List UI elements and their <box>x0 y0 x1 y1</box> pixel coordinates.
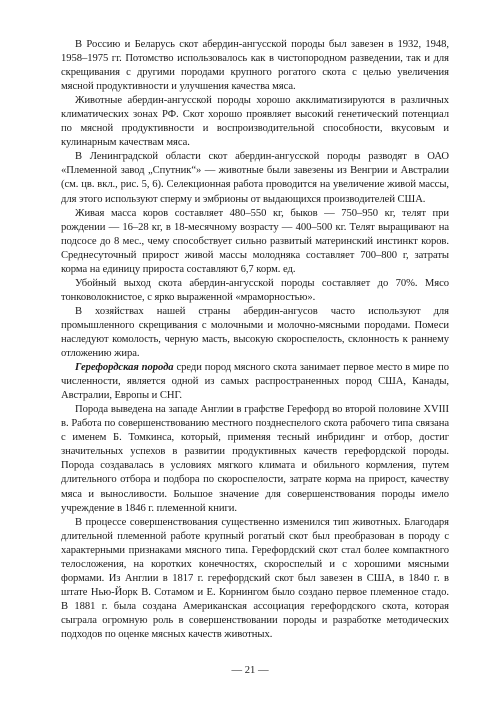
paragraph-angus-leningrad: В Ленинградской области скот абердин-ангусской породы разводят в ОАО «Племенной завод „Спутник“» — животные были завезены из Венгрии и Австралии (см. цв. вкл., рис. 5, 6). Селекционная работа проводится на увеличение живой массы, для этого используют сперму и эмбрионы от выдающихся производителей США. <box>61 151 449 205</box>
paragraph-angus-import: В Россию и Беларусь скот абердин-ангусской породы был завезен в 1932, 1948, 1958–1975 гг. Потомство использовалось как в чистопородном разведении, так и для скрещивания с другими породами крупного рогатого скота с целью увеличения мясной продуктивности и улучшения качества мяса. <box>61 39 449 93</box>
page-number: — 21 — <box>231 665 269 676</box>
paragraph-hereford-intro <box>61 361 449 403</box>
hereford-breed-term: Герефордская порода <box>75 362 174 374</box>
page-body <box>61 38 449 642</box>
paragraph-angus-live-weight: Живая масса коров составляет 480–550 кг, быков — 750–950 кг, телят при рождении — 16–28 кг, в 18-месячному возрасту — 400–500 кг. Телят выращивают на подсосе до 8 мес., чему способствует сильно развитый материнский инстинкт коров. Среднесуточный прирост живой массы молодняка составляет 700–800 г, затраты корма на единицу прироста составляют 6,7 корм. ед. <box>61 207 449 275</box>
paragraph-hereford-improvement: В процессе совершенствования существенно изменился тип животных. Благодаря длительной племенной работе крупный рогатый скот был преобразован в породу с характерными признаками мясного типа. Герефордский скот стал более компактного телосложения, на коротких конечностях, скороспелый и с хорошими мясными формами. Из Англии в 1817 г. герефордский скот был завезен в США, в 1840 г. в штате Нью-Йорк В. Сотамом и Е. Корнингом было создано первое племенное стадо. В 1881 г. была создана Американская ассоциация герефордского скота, которая сыграла огромную роль в совершенствовании породы и разработке методических подходов по оценке мясных качеств животных. <box>61 516 449 640</box>
paragraph-angus-acclimatization: Животные абердин-ангусской породы хорошо акклиматизируются в различных климатических зонах РФ. Скот хорошо проявляет высокий генетический потенциал по мясной продуктивности и воспроизводительной способности, вкусовым и кулинарным качествам мяса. <box>61 95 449 149</box>
hereford-intro-text: среди пород мясного скота занимает первое место в мире по численности, является одной из самых распространенных пород США, Канады, Австралии, Европы и СНГ. <box>61 362 449 402</box>
paragraph-hereford-origin: Порода выведена на западе Англии в графстве Герефорд во второй половине XVIII в. Работа по совершенствованию местного позднеспелого скота рабочего типа связана с именем Б. Томкинса, который, применяя тесный инбридинг и отбор, достиг значительных успехов в развитии продуктивных качеств герефордской породы. Порода создавалась в условиях мягкого климата и обильного кормления, путем длительного отбора и подбора по скороспелости, затрате корма на прирост, качеству мяса и выносливости. Большое значение для совершенствования породы имело учреждение в 1846 г. племенной книги. <box>61 404 449 514</box>
paragraph-angus-crossbreeding: В хозяйствах нашей страны абердин-ангусов часто используют для промышленного скрещивания с молочными и молочно-мясными породами. Помеси наследуют комолость, черную масть, высокую скороспелость, склонность к раннему отложению жира. <box>61 305 449 360</box>
paragraph-angus-slaughter-yield: Убойный выход скота абердин-ангусской породы составляет до 70%. Мясо тонковолокнистое, с ярко выраженной «мраморностью». <box>61 277 449 303</box>
